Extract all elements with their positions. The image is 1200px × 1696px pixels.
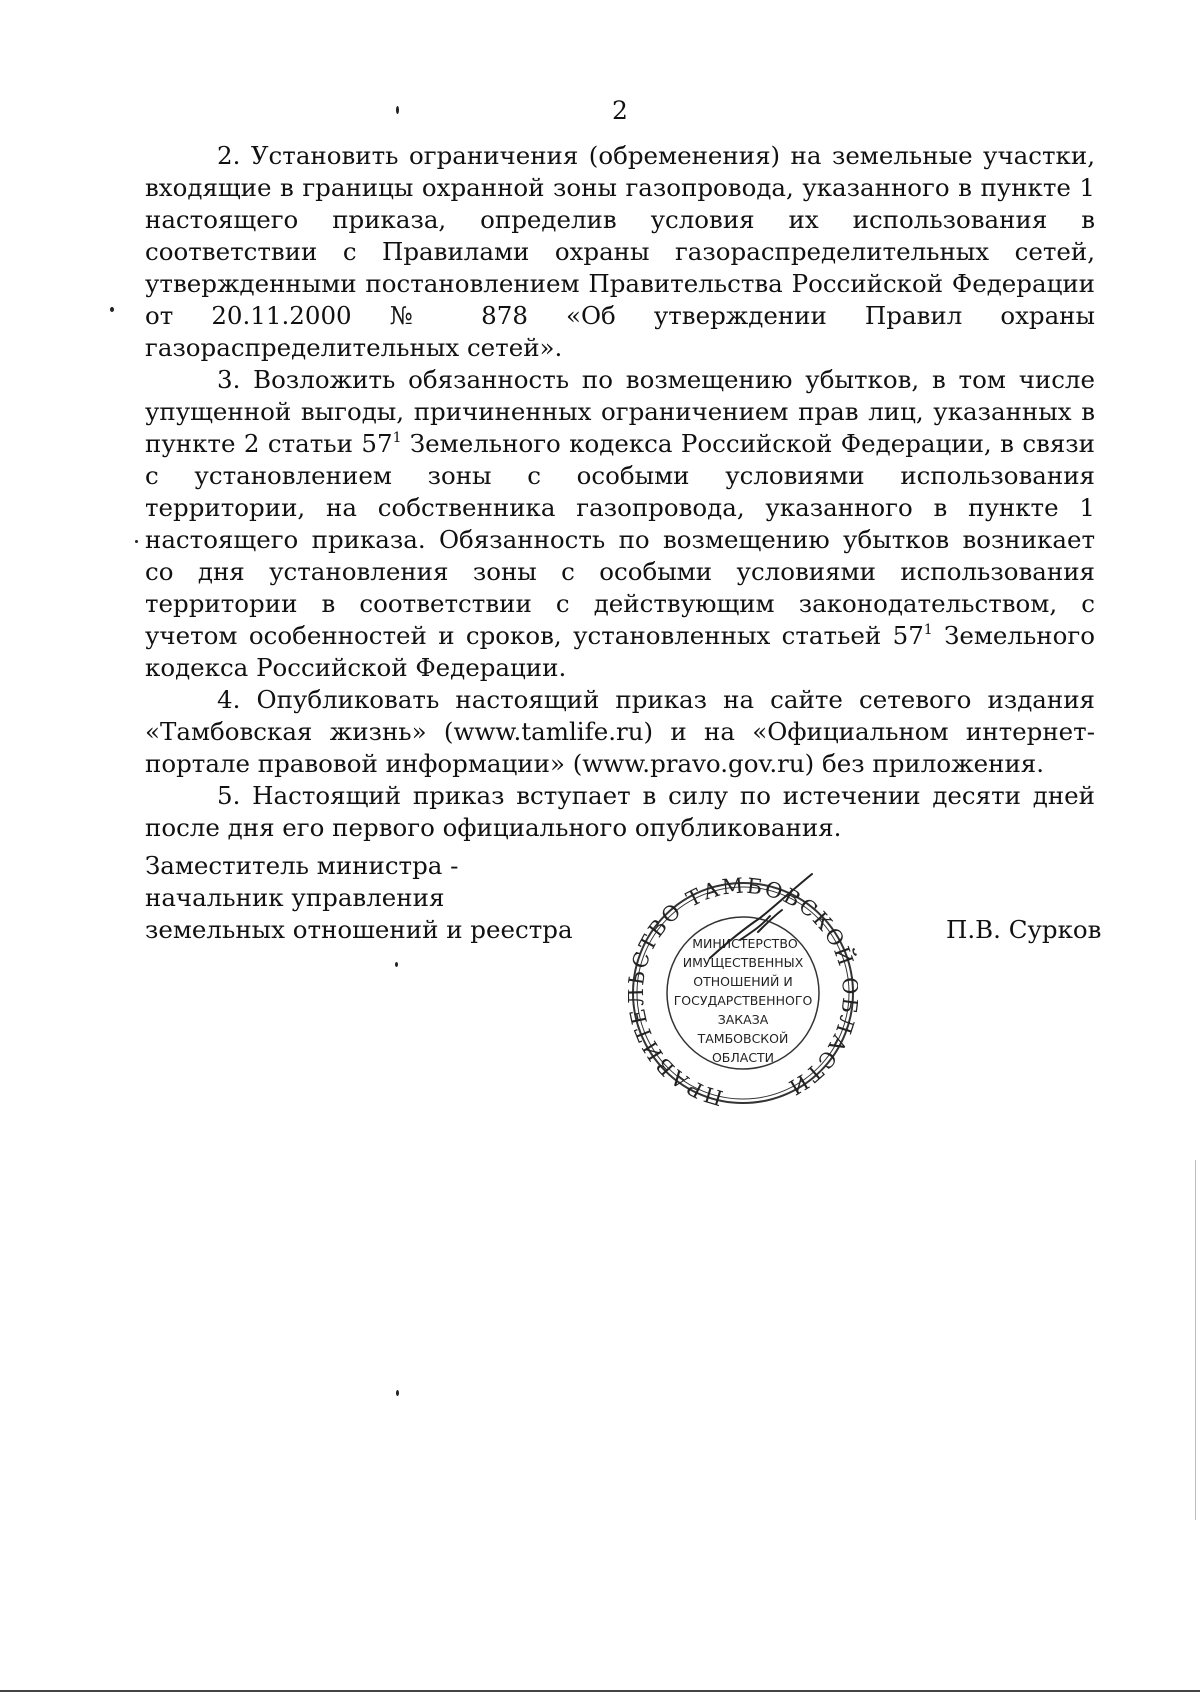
handwritten-signature bbox=[700, 870, 830, 970]
paragraph-4: 4. Опубликовать настоящий приказ на сайте сетевого издания «Тамбовская жизнь» (www.tamlife.ru) и на «Официальном интернет-портале правовой информации» (www.pravo.gov.ru) без приложения. bbox=[145, 685, 1095, 778]
signer-position-line-1: Заместитель министра - bbox=[145, 851, 459, 880]
scan-speck bbox=[396, 1390, 399, 1396]
superscript-2: 1 bbox=[923, 622, 933, 638]
paragraph-3-part-a: 3. Возложить обязанность по возмещению убытков, в том числе упущенной выгоды, причиненных ограничением прав лиц, указанных в пункте 2 статьи 57 bbox=[145, 365, 1095, 458]
seal-line-5: ЗАКАЗА bbox=[717, 1012, 769, 1027]
page-number: 2 bbox=[612, 96, 628, 125]
paragraph-3-part-c: Земельного кодекса Российской Федерации. bbox=[145, 621, 1095, 682]
superscript-1: 1 bbox=[392, 430, 402, 446]
scan-speck bbox=[110, 307, 114, 312]
scan-edge-line bbox=[1195, 1160, 1196, 1520]
paragraph-2: 2. Установить ограничения (обременения) на земельные участки, входящие в границы охранной зоны газопровода, указанного в пункте 1 настоящего приказа, определив условия их использования в соответствии с Правилами охраны газораспределительных сетей, утвержденными постановлением Правительства Российской Федерации от 20.11.2000 № 878 «Об утверждении Правил охраны газораспределительных сетей». bbox=[145, 141, 1095, 362]
seal-line-7: ОБЛАСТИ bbox=[711, 1050, 775, 1065]
paragraph-3 bbox=[145, 364, 1095, 684]
seal-line-3: ОТНОШЕНИЙ И bbox=[693, 974, 793, 989]
signer-name: П.В. Сурков bbox=[946, 915, 1102, 944]
seal-line-6: ТАМБОВСКОЙ bbox=[697, 1031, 789, 1046]
scan-speck bbox=[396, 106, 399, 114]
signer-position-line-2: начальник управления bbox=[145, 883, 445, 912]
seal-line-4: ГОСУДАРСТВЕННОГО bbox=[673, 993, 813, 1008]
seal-line-1: МИНИСТЕРСТВО bbox=[692, 936, 798, 951]
paragraph-3-part-b: Земельного кодекса Российской Федерации, в связи с установлением зоны с особыми условиями использования территории, на собственника газопровода, указанного в пункте 1 настоящего приказа. Обязанность по возмещению убытков возникает со дня установления зоны с особыми условиями использования территории в соответствии с действующим законодательством, с учетом особенностей и сроков, установленных статьей 57 bbox=[145, 429, 1095, 650]
signer-position-line-3: земельных отношений и реестра bbox=[145, 915, 573, 944]
scan-bottom-edge bbox=[0, 1690, 1200, 1692]
document-body bbox=[145, 140, 1095, 844]
signer-position bbox=[145, 850, 573, 946]
scan-speck bbox=[135, 540, 138, 543]
seal-line-2: ИМУЩЕСТВЕННЫХ bbox=[682, 955, 804, 970]
scan-speck bbox=[395, 962, 398, 967]
seal-ring-text: ПРАВИТ СТВО ТАМБОВСКОЙ ЛАСТИ bbox=[628, 875, 858, 1110]
paragraph-5: 5. Настоящий приказ вступает в силу по истечении десяти дней после дня его первого официального опубликования. bbox=[145, 781, 1095, 842]
